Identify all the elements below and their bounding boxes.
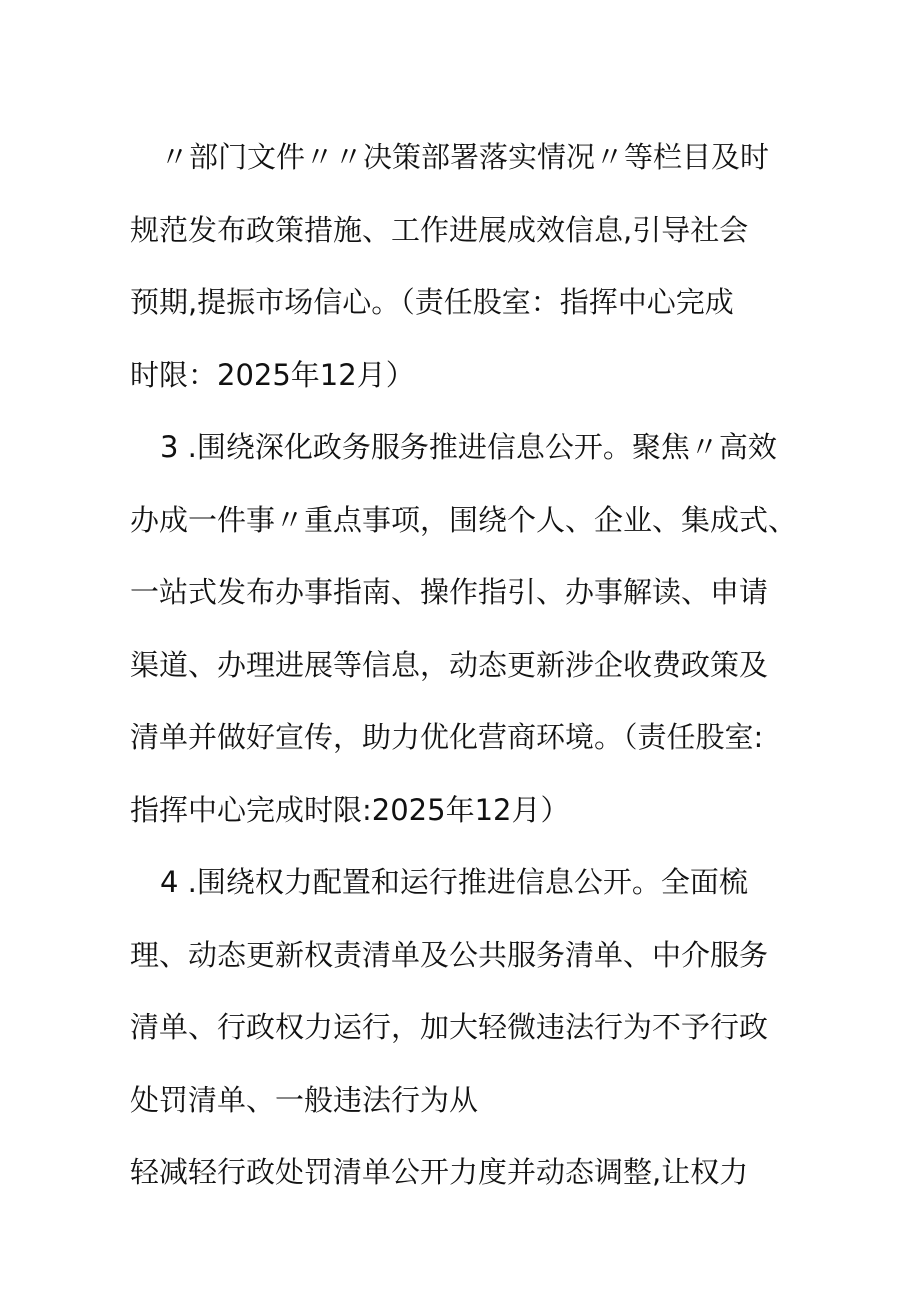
text-line: 预期,提振市场信心。（责任股室：指挥中心完成 <box>130 285 734 319</box>
text-line: 理、动态更新权责清单及公共服务清单、中介服务 <box>130 937 769 972</box>
text-line: 渠道、办理进展等信息，动态更新涉企收费政策及 <box>130 647 769 682</box>
text-line: 指挥中心完成时限:2025年12月） <box>130 792 570 827</box>
text-line: 清单、行政权力运行，加大轻微违法行为不予行政 <box>130 1010 769 1044</box>
text-line: 时限：2025年12月） <box>130 357 415 392</box>
text-line: 4 .围绕权力配置和运行推进信息公开。全面梳 <box>160 865 748 899</box>
text-line: 〃部门文件〃〃决策部署落实情况〃等栏目及时 <box>160 140 770 174</box>
text-line: 一站式发布办事指南、操作指引、办事解读、申请 <box>130 575 769 609</box>
text-line: 规范发布政策措施、工作进展成效信息,引导社会 <box>130 212 749 247</box>
text-line: 3 .围绕深化政务服务推进信息公开。聚焦〃高效 <box>160 430 777 464</box>
document-body <box>130 128 810 1216</box>
text-line: 办成一件事〃重点事项，围绕个人、企业、集成式、 <box>130 502 798 537</box>
text-line: 处罚清单、一般违法行为从 <box>130 1082 479 1117</box>
text-line: 清单并做好宣传，助力优化营商环境。（责任股室: <box>130 720 764 754</box>
text-line: 轻减轻行政处罚清单公开力度并动态调整,让权力 <box>130 1155 749 1189</box>
